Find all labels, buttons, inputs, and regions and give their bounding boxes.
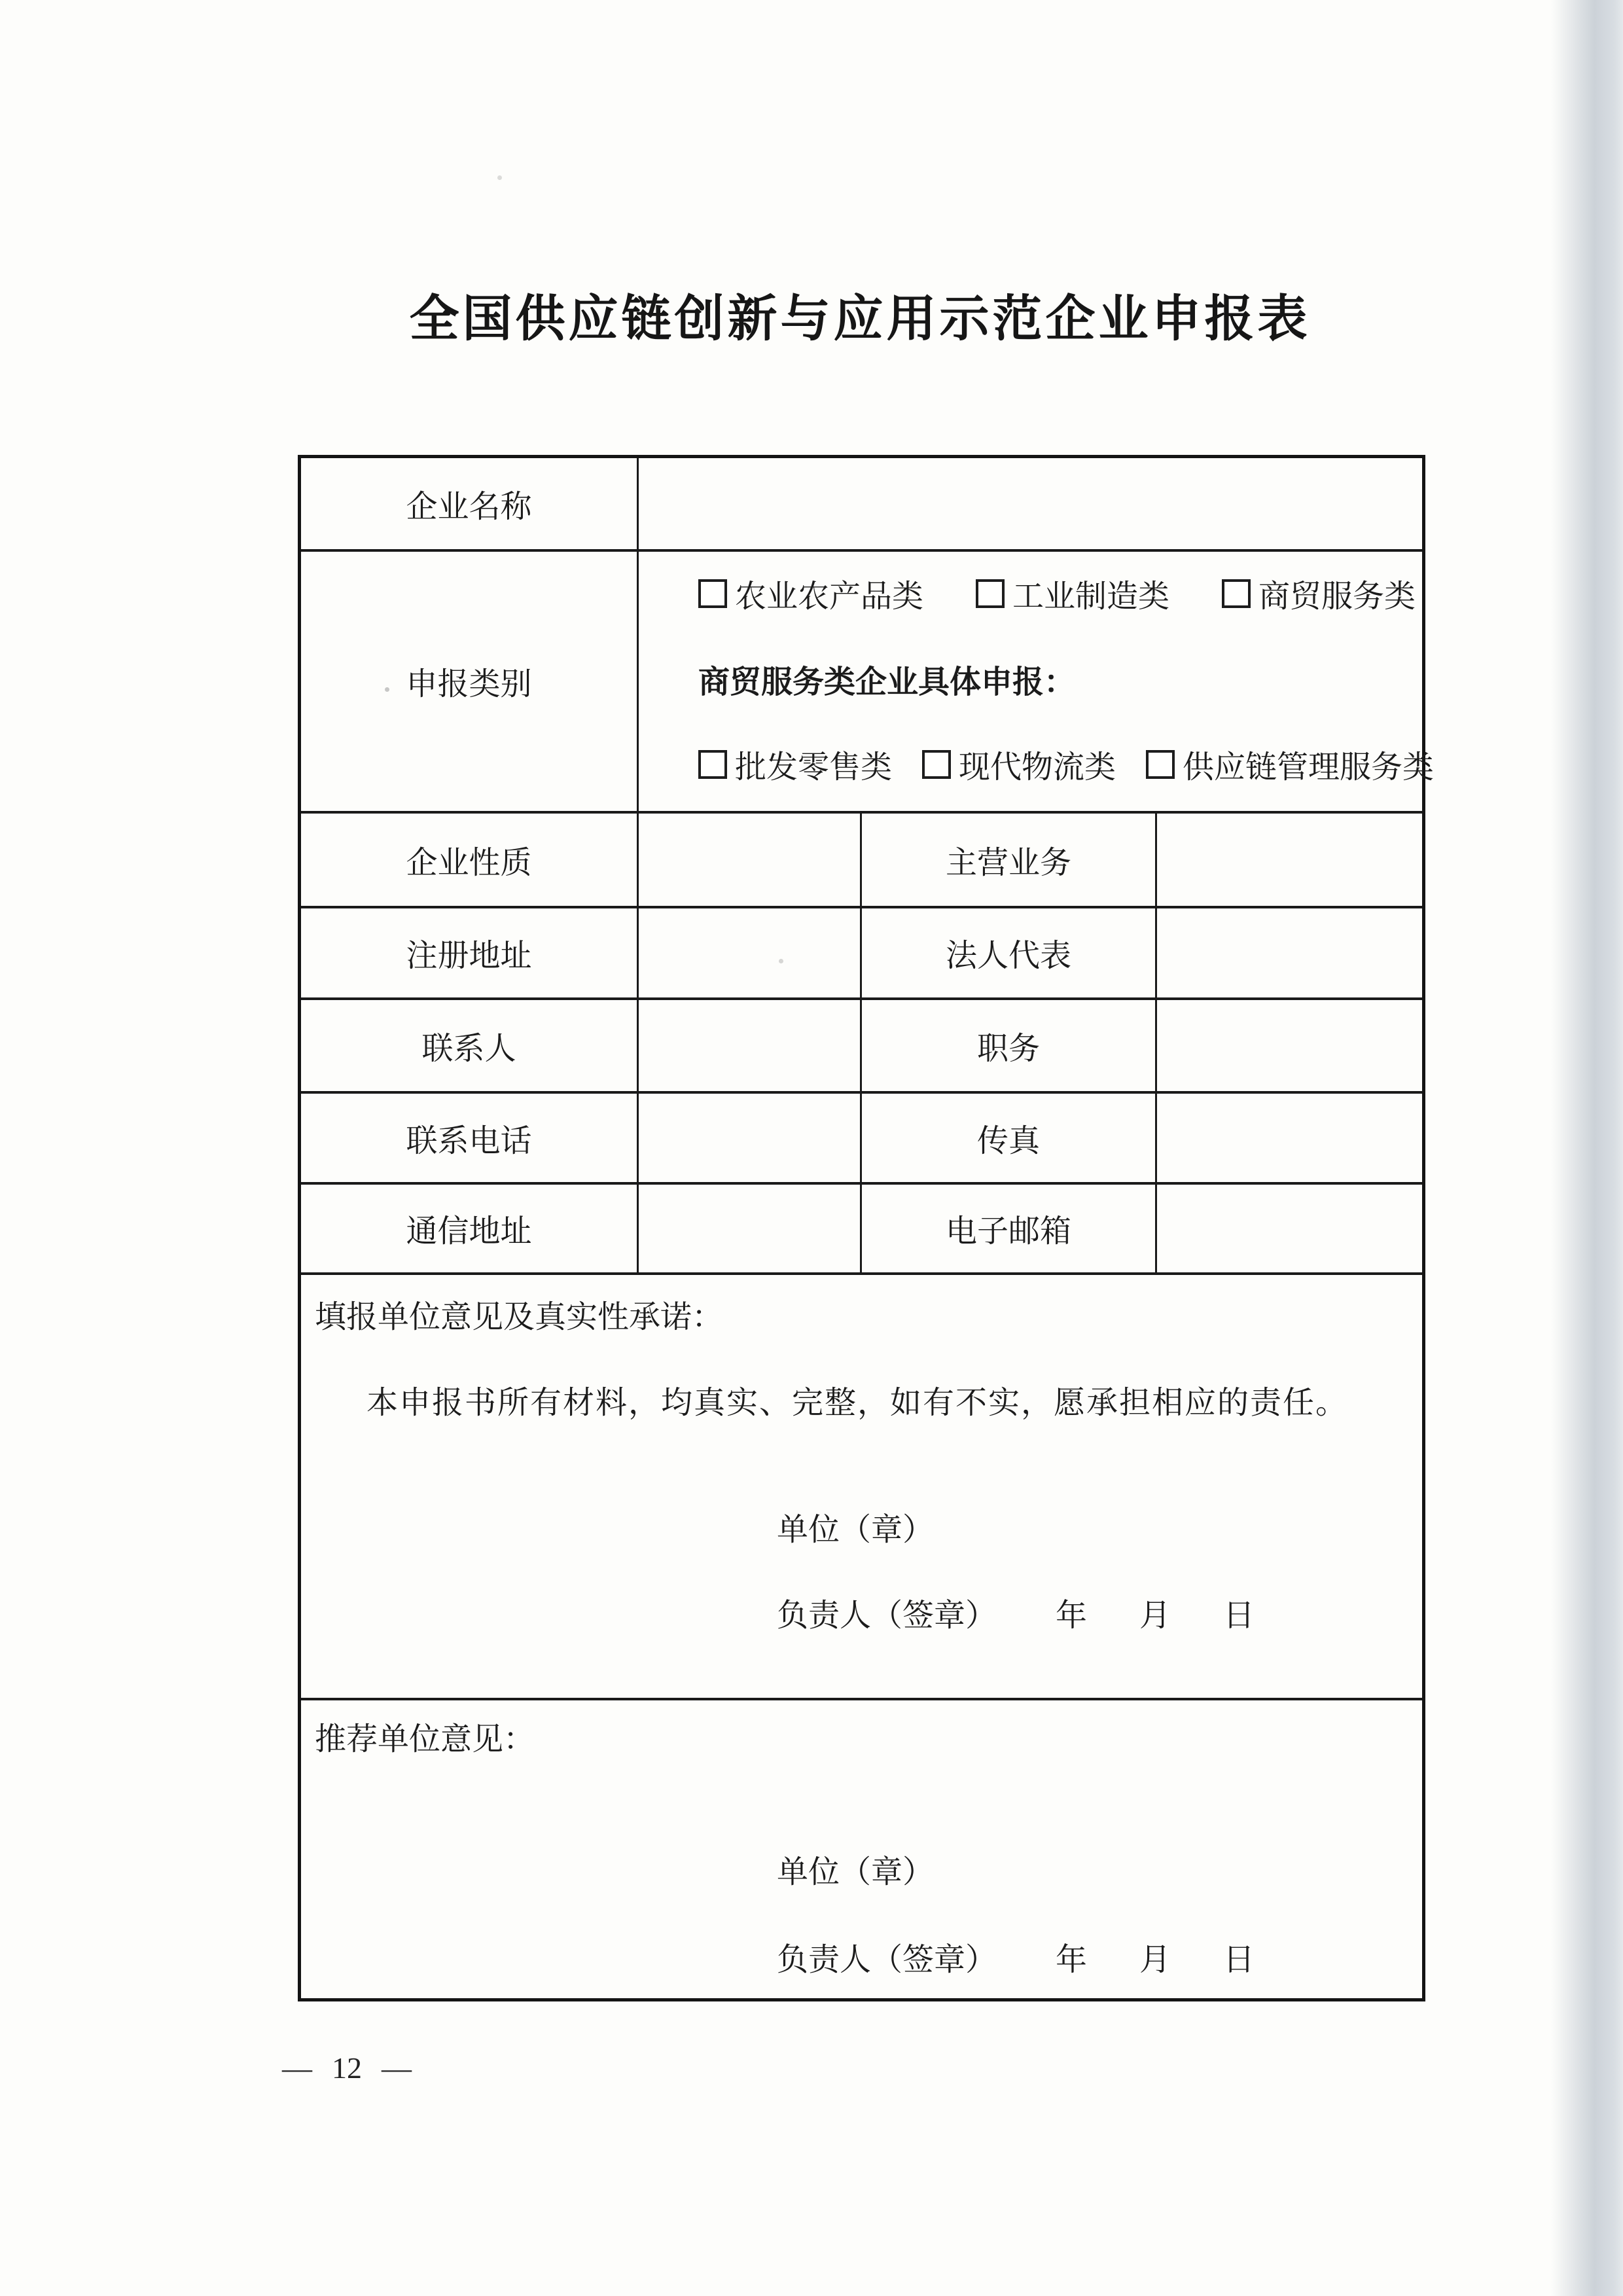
trade-service-subheading: 商贸服务类企业具体申报： — [698, 664, 1076, 700]
responsible-person-signature-label: 负责人（签章） — [777, 1942, 997, 1977]
scanner-edge-shadow — [1551, 0, 1623, 2296]
checkbox-option-supply-chain-mgmt[interactable] — [1146, 750, 1434, 785]
registered-address-input[interactable] — [638, 907, 861, 999]
enterprise-nature-label: 企业性质 — [300, 812, 638, 907]
contact-person-input[interactable] — [638, 999, 861, 1092]
page-number-dash: — — [282, 2051, 312, 2085]
page-number — [242, 2047, 452, 2089]
page-number-dash: — — [382, 2051, 412, 2085]
checkbox-option-modern-logistics[interactable] — [922, 750, 1116, 785]
month-label: 月 — [1139, 1598, 1171, 1633]
table-row — [300, 457, 1424, 550]
application-category-label: 申报类别 — [300, 550, 638, 812]
enterprise-name-label: 企业名称 — [300, 457, 638, 550]
legal-representative-label: 法人代表 — [861, 907, 1156, 999]
month-label: 月 — [1139, 1942, 1171, 1977]
declaration-section-cell[interactable] — [300, 1274, 1424, 1699]
enterprise-nature-input[interactable] — [638, 812, 861, 907]
declaration-heading: 填报单位意见及真实性承诺： — [315, 1299, 724, 1335]
unit-seal-label: 单位（章） — [777, 1854, 935, 1890]
sub-category-options — [698, 749, 1434, 786]
position-label: 职务 — [861, 999, 1156, 1092]
contact-person-label: 联系人 — [300, 999, 638, 1092]
checkbox-icon[interactable] — [1146, 750, 1175, 779]
main-category-options — [698, 579, 1416, 615]
checkbox-icon[interactable] — [976, 579, 1005, 608]
checkbox-label: 供应链管理服务类 — [1183, 749, 1435, 785]
checkbox-label: 商贸服务类 — [1258, 579, 1416, 614]
responsible-person-signature-label: 负责人（签章） — [777, 1598, 997, 1633]
mailing-address-label: 通信地址 — [300, 1183, 638, 1274]
table-row — [300, 1699, 1424, 2000]
checkbox-option-wholesale-retail[interactable] — [698, 750, 892, 785]
registered-address-label: 注册地址 — [300, 907, 638, 999]
recommendation-section-cell[interactable] — [300, 1699, 1424, 2000]
main-business-label: 主营业务 — [861, 812, 1156, 907]
checkbox-label: 工业制造类 — [1012, 579, 1170, 614]
scan-speck — [497, 175, 502, 180]
main-business-input[interactable] — [1156, 812, 1424, 907]
checkbox-option-agriculture[interactable] — [698, 579, 923, 614]
table-row — [300, 1183, 1424, 1274]
table-row — [300, 550, 1424, 812]
recommendation-heading: 推荐单位意见： — [315, 1721, 535, 1757]
checkbox-option-trade-service[interactable] — [1222, 579, 1416, 614]
fax-label: 传真 — [861, 1092, 1156, 1183]
declaration-statement: 本申报书所有材料，均真实、完整，如有不实，愿承担相应的责任。 — [366, 1385, 1349, 1420]
checkbox-icon[interactable] — [922, 750, 951, 779]
email-label: 电子邮箱 — [861, 1183, 1156, 1274]
legal-representative-input[interactable] — [1156, 907, 1424, 999]
fax-input[interactable] — [1156, 1092, 1424, 1183]
position-input[interactable] — [1156, 999, 1424, 1092]
table-row — [300, 907, 1424, 999]
checkbox-icon[interactable] — [698, 579, 727, 608]
contact-phone-label: 联系电话 — [300, 1092, 638, 1183]
year-label: 年 — [1056, 1942, 1088, 1977]
contact-phone-input[interactable] — [638, 1092, 861, 1183]
table-row — [300, 999, 1424, 1092]
year-label: 年 — [1056, 1598, 1088, 1633]
unit-seal-label: 单位（章） — [777, 1512, 935, 1547]
table-row — [300, 812, 1424, 907]
email-input[interactable] — [1156, 1183, 1424, 1274]
application-category-options-cell — [638, 550, 1435, 812]
checkbox-icon[interactable] — [1222, 579, 1251, 608]
application-form-table — [298, 455, 1435, 2001]
checkbox-label: 批发零售类 — [735, 749, 893, 785]
day-label: 日 — [1223, 1598, 1255, 1633]
form-title: 全国供应链创新与应用示范企业申报表 — [409, 291, 1311, 347]
table-row — [300, 1092, 1424, 1183]
checkbox-label: 农业农产品类 — [735, 579, 924, 614]
enterprise-name-input[interactable] — [638, 457, 1424, 550]
checkbox-option-industry[interactable] — [976, 579, 1169, 614]
signature-line — [777, 1596, 1255, 1636]
day-label: 日 — [1223, 1942, 1255, 1977]
checkbox-label: 现代物流类 — [959, 749, 1116, 785]
checkbox-icon[interactable] — [698, 750, 727, 779]
page-number-value: 12 — [332, 2051, 362, 2085]
signature-line — [777, 1941, 1255, 1980]
table-row — [300, 1274, 1424, 1699]
mailing-address-input[interactable] — [638, 1183, 861, 1274]
